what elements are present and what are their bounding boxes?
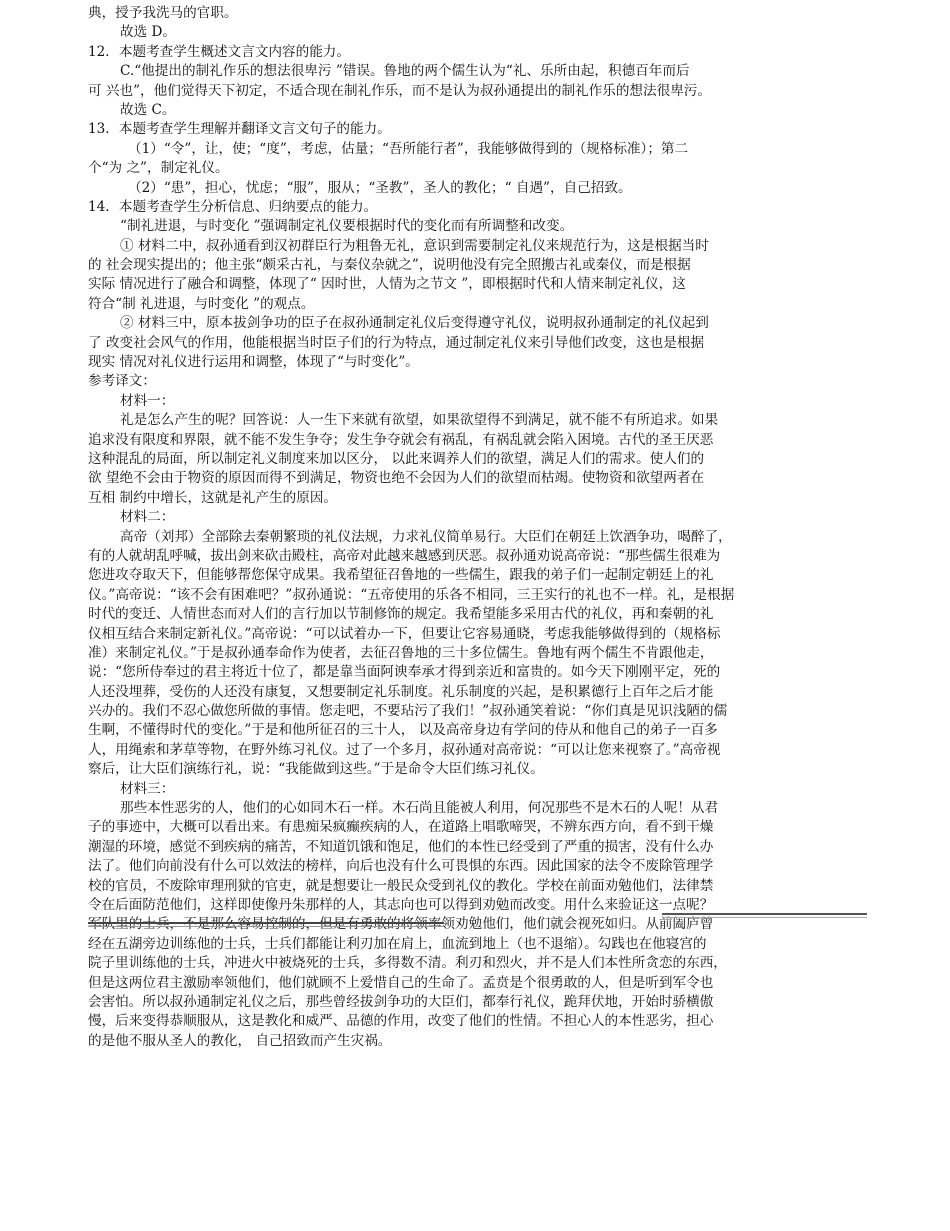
text-line: 符合“制 礼进退，与时变化 ”的观点。 [88,295,315,312]
text-line: 慢，后来变得恭顺服从，这是教化和威严、品德的作用，改变了他们的性情。不担心人的本性恶劣，担心 [88,1013,714,1030]
text-line: 仪。”高帝说：“该不会有困难吧？”叔孙通说：“五帝使用的乐各不相同，三王实行的礼也不一样。礼，是根据 [88,586,735,603]
text-line: 典，授予我洗马的官职。 [88,5,238,21]
text-line: 院子里训练他的士兵，冲进火中被烧死的士兵，多得数不清。利刃和烈火，并不是人们本性所贪恋的东西， [88,955,727,972]
text-line: 13．本题考查学生理解并翻译文言文句子的能力。 [88,121,391,138]
divider-right [662,913,867,915]
text-line: 的是他不服从圣人的教化， 自己招致而产生灾祸。 [88,1032,392,1049]
text-line: 人，用绳索和茅草等物，在野外练习礼仪。过了一个多月，叔孙通对高帝说：“可以让您来视察了。”高帝视 [88,741,721,758]
text-line: 军队里的士兵，不是那么容易控制的，但是有勇敢的将领率领劝勉他们，他们就会视死如归。从前阖庐曾 [88,916,714,933]
text-line: 礼是怎么产生的呢？回答说：人一生下来就有欲望，如果欲望得不到满足，就不能不有所追求。如果 [120,412,719,429]
text-line: 材料二： [120,509,175,526]
text-line: 您进攻夺取天下，但能够帮您保守成果。我希望征召鲁地的一些儒生，跟我的弟子们一起制定朝廷上的礼 [88,567,714,584]
text-line: 准）来制定礼仪。”于是叔孙通奉命作为使者，去征召鲁地的三十多位儒生。鲁地有两个儒生不肯跟他走， [88,644,714,661]
text-line: 那些本性恶劣的人，他们的心如同木石一样。木石尚且能被人利用，何况那些不是木石的人呢！从君 [120,800,719,817]
text-line: 潮湿的环境，感觉不到疾病的痛苦，不知道饥饿和饱足，他们的本性已经受到了严重的损害，没有什么办 [88,838,714,855]
text-line: 但是这两位君主激励率领他们，他们就顾不上爱惜自己的生命了。孟贲是个很勇敢的人，但是听到军令也 [88,974,714,991]
text-line: 有的人就胡乱呼喊，拔出剑来砍击殿柱，高帝对此越来越感到厌恶。叔孙通劝说高帝说：“那些儒生很难为 [88,547,721,564]
text-line: 校的官员，不废除审理刑狱的官吏，就是想要让一般民众受到礼仪的教化。学校在前面劝勉他们，法律禁 [88,877,714,894]
text-line: 时代的变迁、人情世态而对人们的言行加以节制修饰的规定。我希望能多采用古代的礼仪，再和秦朝的礼 [88,606,714,623]
text-line: 这种混乱的局面，所以制定礼义制度来加以区分， 以此来调养人们的欲望，满足人们的需求。使人们的 [88,450,705,467]
text-line: 参考译文： [88,373,156,390]
text-line: （1）“令”，让，使；“度”，考虑，估量；“吾所能行者”，我能够做得到的（规格标准）；第二 [128,140,689,157]
text-line: “制礼进退，与时变化 ”强调制定礼仪要根据时代的变化而有所调整和改变。 [120,218,574,235]
text-line: （2）“患”，担心，忧虑；“服”，服从；“圣教”，圣人的教化；“ 自遇”，自己招致。 [128,179,632,196]
text-line: 材料三： [120,780,175,797]
text-line: 高帝（刘邦）全部除去秦朝繁琐的礼仪法规，力求礼仪简单易行。大臣们在朝廷上饮酒争功，喝醉了， [120,528,732,545]
text-line: 令在后面防范他们，这样即使像丹朱那样的人，其志向也可以得到劝勉而改变。用什么来验证这一点呢？ [88,896,714,913]
text-line: 人还没埋葬，受伤的人还没有康复，又想要制定礼乐制度。礼乐制度的兴起，是积累德行上百年之后才能 [88,683,714,700]
text-line: 说：“您所侍奉过的君主将近十位了，都是靠当面阿谀奉承才得到亲近和富贵的。如今天下刚刚平定，死的 [88,664,721,681]
text-line: 仪相互结合来制定新礼仪。”高帝说：“可以试着办一下，但要让它容易通晓，考虑我能够做得到的（规格标 [88,625,721,642]
text-line: 欲 望绝不会由于物资的原因而得不到满足，物资也绝不会因为人们的欲望而枯竭。使物资和欲望两者在 [88,470,705,487]
text-line: 故选 C。 [120,101,176,118]
text-line: 会害怕。所以叔孙通制定礼仪之后，那些曾经拔剑争功的大臣们，都奉行礼仪，跪拜伏地，开始时骄横傲 [88,993,714,1010]
text-line: 察后，让大臣们演练行礼，说：“我能做到这些。”于是命令大臣们练习礼仪。 [88,761,544,778]
text-line: 实际 情况进行了融合和调整，体现了“ 因时世，人情为之节文 ”，即根据时代和人情来制定礼仪，这 [88,276,686,293]
text-line: 现实 情况对礼仪进行运用和调整，体现了“与时变化”。 [88,354,419,371]
text-line: 个“为 之”，制定礼仪。 [88,160,229,177]
text-line: 生啊，不懂得时代的变化。”于是和他所征召的三十人， 以及高帝身边有学问的侍从和他自己的弟子一百多 [88,722,718,739]
text-line: 可 兴也”，他们觉得天下初定，不适合现在制礼作乐，而不是认为叔孙通提出的制礼作乐的想法很卑污。 [88,82,711,99]
text-line: 的 社会现实提出的；他主张“颇采古礼，与秦仪杂就之”，说明他没有完全照搬古礼或秦仪，而是根据 [88,257,691,274]
text-line: 材料一： [120,392,175,409]
text-line: C.“他提出的制礼作乐的想法很卑污 ”错误。鲁地的两个儒生认为“礼、乐所由起，积德百年而后 [120,63,690,80]
text-line: 法了。他们向前没有什么可以效法的榜样，向后也没有什么可畏惧的东西。因此国家的法令不废除管理学 [88,858,714,875]
text-line: 兴办的。我们不忍心做您所做的事情。您走吧，不要玷污了我们！”叔孙通笑着说：“你们真是见识浅陋的儒 [88,703,728,720]
answer-document [88,4,868,1051]
text-line: 追求没有限度和界限，就不能不发生争夺；发生争夺就会有祸乱，有祸乱就会陷入困境。古代的圣王厌恶 [88,431,714,448]
text-line: 14．本题考查学生分析信息、归纳要点的能力。 [88,198,378,215]
divider-left [88,922,444,924]
text-line: ① 材料二中，叔孙通看到汉初群臣行为粗鲁无礼，意识到需要制定礼仪来规范行为，这是根据当时 [120,237,709,254]
text-line: 故选 D。 [120,24,177,41]
text-line: 了 改变社会风气的作用，他能根据当时臣子们的行为特点，通过制定礼仪来引导他们改变，这也是根据 [88,334,705,351]
text-line: 互相 制约中增长，这就是礼产生的原因。 [88,489,338,506]
text-line: 12．本题考查学生概述文言文内容的能力。 [88,43,350,60]
text-line: ② 材料三中，原本拔剑争功的臣子在叔孙通制定礼仪后变得遵守礼仪，说明叔孙通制定的礼仪起到 [120,315,709,332]
text-line: 经在五湖旁边训练他的士兵，士兵们都能让利刃加在肩上，血流到地上（也不退缩）。勾践也在他寝宫的 [88,935,707,952]
text-line: 子的事迹中，大概可以看出来。有患痴呆疯癫疾病的人，在道路上唱歌啼哭，不辨东西方向，看不到干燥 [88,819,714,836]
